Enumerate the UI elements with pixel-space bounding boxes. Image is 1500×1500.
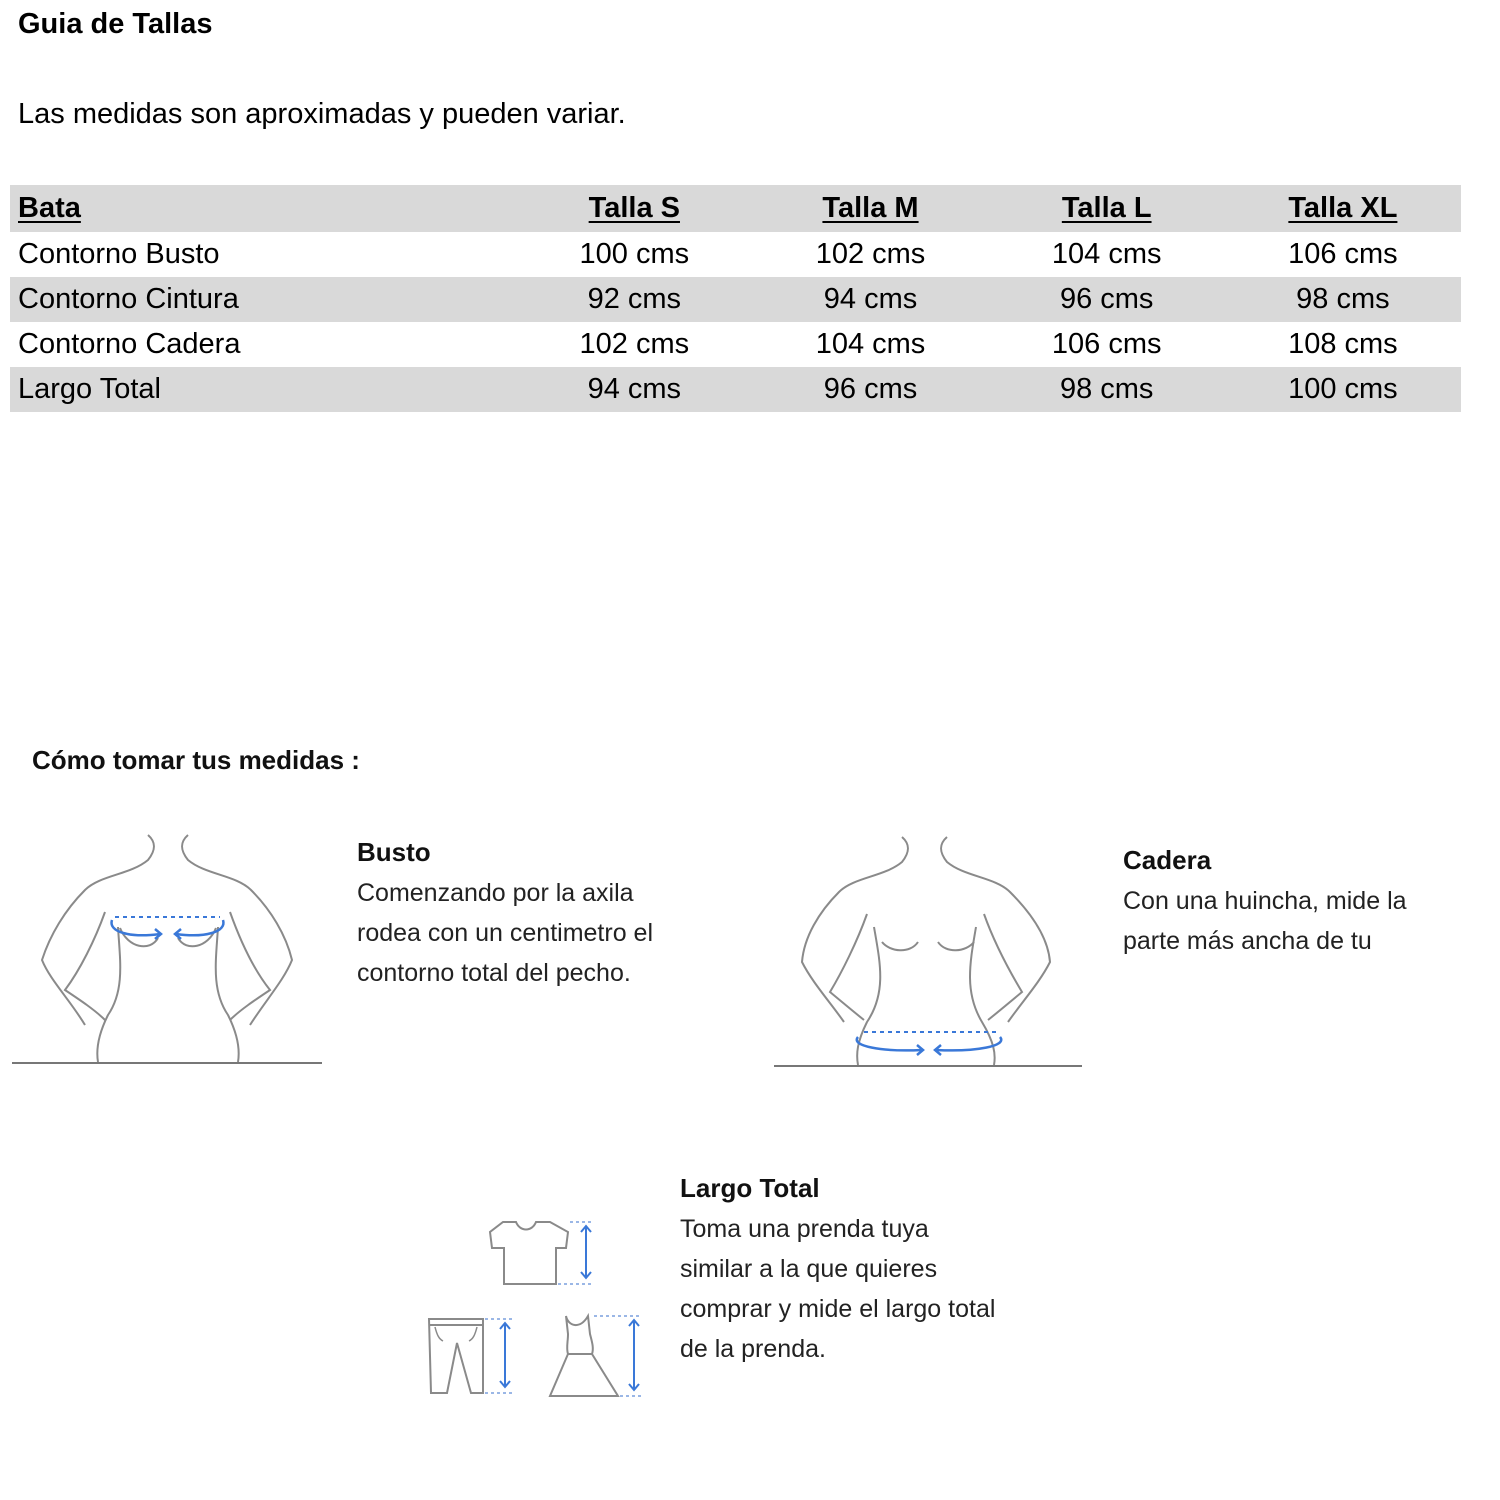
table-row	[10, 322, 1461, 367]
how-to-heading: Cómo tomar tus medidas :	[32, 745, 360, 775]
cell-value: 94 cms	[587, 373, 682, 405]
table-row	[10, 277, 1461, 322]
busto-title: Busto	[357, 837, 431, 867]
row-label: Contorno Cadera	[18, 328, 241, 360]
table-header-row	[10, 185, 1461, 232]
header-size-l: Talla L	[1061, 192, 1152, 224]
cell-value: 108 cms	[1288, 328, 1398, 360]
cadera-description: Con una huincha, mide la parte más ancha de tu	[1123, 887, 1407, 955]
table-row	[10, 232, 1461, 277]
tshirt-icon	[488, 1218, 598, 1290]
cell-value: 102 cms	[579, 328, 690, 360]
header-size-s: Talla S	[588, 192, 680, 224]
row-label: Contorno Busto	[18, 238, 220, 270]
cell-value: 102 cms	[815, 238, 926, 270]
cell-value: 100 cms	[579, 238, 690, 270]
header-size-m: Talla M	[822, 192, 919, 224]
hip-figure-icon	[772, 832, 1087, 1072]
cell-value: 104 cms	[1051, 238, 1162, 270]
table-row	[10, 367, 1461, 412]
pants-icon	[425, 1315, 520, 1397]
busto-description: Comenzando por la axila rodea con un centimetro el contorno total del pecho.	[357, 879, 654, 987]
cell-value: 96 cms	[823, 373, 918, 405]
cell-value: 98 cms	[1296, 283, 1390, 315]
cell-value: 104 cms	[815, 328, 926, 360]
largo-title: Largo Total	[680, 1173, 820, 1203]
cell-value: 96 cms	[1059, 283, 1154, 315]
cell-value: 106 cms	[1288, 238, 1398, 270]
bust-figure-icon	[10, 830, 325, 1070]
row-label: Largo Total	[18, 373, 161, 405]
header-garment: Bata	[18, 192, 81, 224]
cell-value: 100 cms	[1288, 373, 1398, 405]
page-subtitle: Las medidas son aproximadas y pueden variar.	[18, 98, 626, 130]
header-size-xl: Talla XL	[1288, 192, 1398, 224]
size-table	[10, 185, 1461, 412]
page-title: Guia de Tallas	[18, 8, 213, 40]
cadera-title: Cadera	[1123, 845, 1212, 875]
row-label: Contorno Cintura	[18, 283, 239, 315]
dress-icon	[546, 1312, 646, 1400]
cell-value: 98 cms	[1059, 373, 1154, 405]
cell-value: 92 cms	[587, 283, 682, 315]
largo-description: Toma una prenda tuya similar a la que quieres comprar y mide el largo total de la prenda.	[680, 1215, 996, 1363]
cell-value: 106 cms	[1051, 328, 1162, 360]
cell-value: 94 cms	[823, 283, 918, 315]
